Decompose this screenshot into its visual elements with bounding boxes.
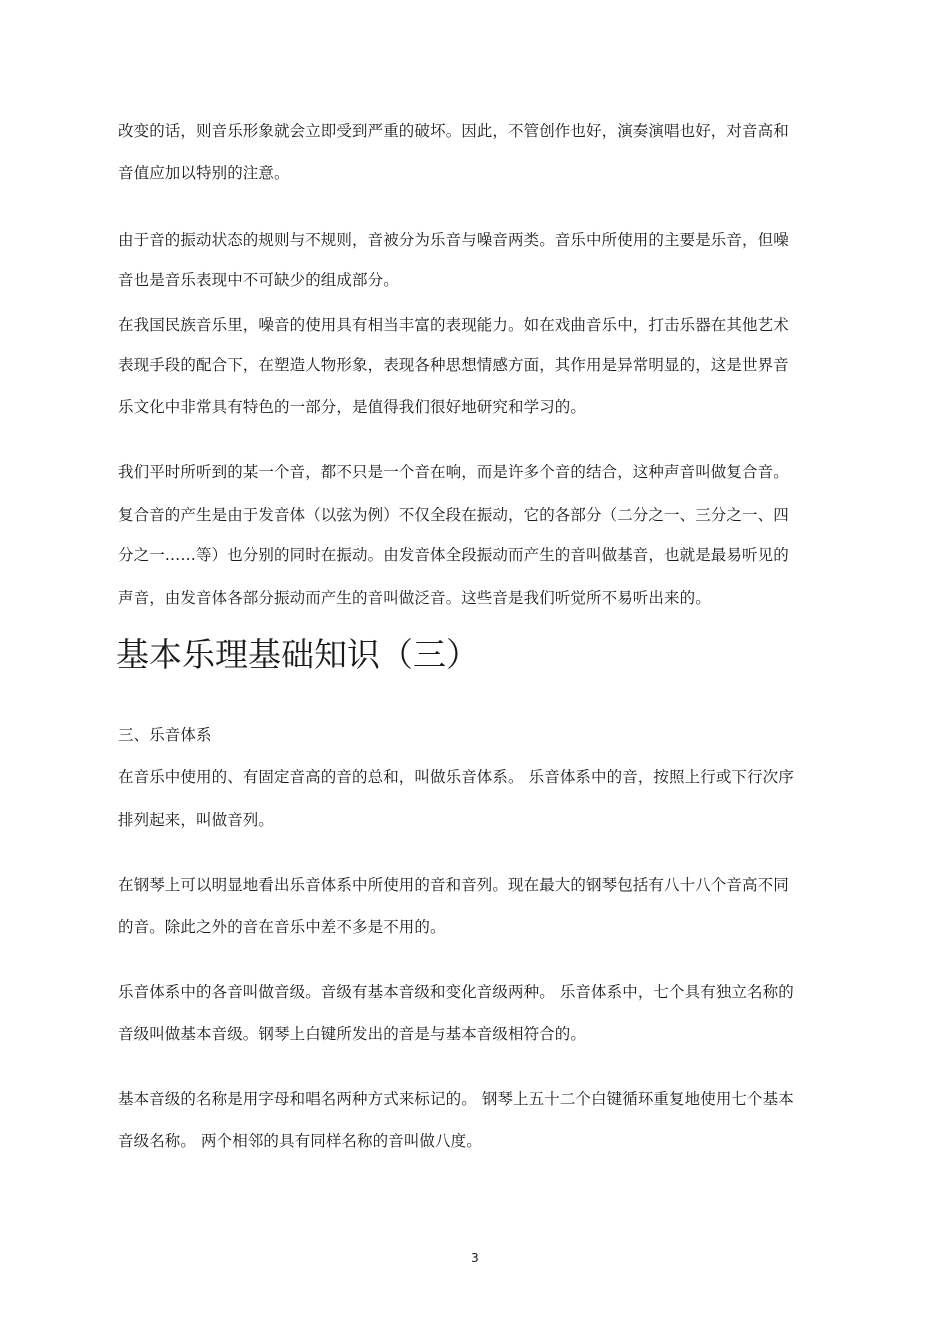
section-paragraph-4-line-2: 音级名称。 两个相邻的具有同样名称的音叫做八度。 [118, 1132, 482, 1150]
paragraph-2-line-1: 由于音的振动状态的规则与不规则，音被分为乐音与噪音两类。音乐中所使用的主要是乐音，但噪 [118, 231, 789, 249]
page-number: 3 [471, 1251, 479, 1265]
section-paragraph-2-line-1: 在钢琴上可以明显地看出乐音体系中所使用的音和音列。现在最大的钢琴包括有八十八个音高不同 [118, 876, 789, 894]
paragraph-4-line-1: 我们平时所听到的某一个音，都不只是一个音在响，而是许多个音的结合，这种声音叫做复合音。 [118, 463, 789, 481]
paragraph-1-line-1: 改变的话，则音乐形象就会立即受到严重的破坏。因此，不管创作也好，演奏演唱也好，对音高和 [118, 122, 789, 140]
paragraph-4-line-2: 复合音的产生是由于发音体（以弦为例）不仅全段在振动，它的各部分（二分之一、三分之一、四 [118, 506, 789, 524]
paragraph-4-line-3: 分之一……等）也分别的同时在振动。由发音体全段振动而产生的音叫做基音，也就是最易听见的 [118, 546, 789, 564]
paragraph-2-line-2: 音也是音乐表现中不可缺少的组成部分。 [118, 271, 399, 289]
section-paragraph-4-line-1: 基本音级的名称是用字母和唱名两种方式来标记的。 钢琴上五十二个白键循环重复地使用七个基本 [118, 1090, 794, 1108]
paragraph-3-line-1: 在我国民族音乐里，噪音的使用具有相当丰富的表现能力。如在戏曲音乐中，打击乐器在其他艺术 [118, 316, 789, 334]
section-paragraph-3-line-1: 乐音体系中的各音叫做音级。音级有基本音级和变化音级两种。 乐音体系中，七个具有独立名称的 [118, 983, 794, 1001]
paragraph-4-line-4: 声音，由发音体各部分振动而产生的音叫做泛音。这些音是我们听觉所不易听出来的。 [118, 589, 711, 607]
section-paragraph-3-line-2: 音级叫做基本音级。钢琴上白键所发出的音是与基本音级相符合的。 [118, 1025, 587, 1043]
paragraph-3-line-2: 表现手段的配合下，在塑造人物形象，表现各种思想情感方面，其作用是异常明显的，这是世界音 [118, 356, 789, 374]
section-paragraph-1-line-2: 排列起来，叫做音列。 [118, 811, 275, 829]
section-paragraph-1-line-1: 在音乐中使用的、有固定音高的音的总和，叫做乐音体系。 乐音体系中的音，按照上行或下行次序 [118, 768, 794, 786]
section-heading: 基本乐理基础知识（三） [116, 635, 479, 674]
paragraph-1-line-2: 音值应加以特别的注意。 [118, 164, 290, 182]
section-subheading: 三、乐音体系 [118, 726, 212, 744]
paragraph-3-line-3: 乐文化中非常具有特色的一部分，是值得我们很好地研究和学习的。 [118, 398, 587, 416]
section-paragraph-2-line-2: 的音。除此之外的音在音乐中差不多是不用的。 [118, 918, 446, 936]
